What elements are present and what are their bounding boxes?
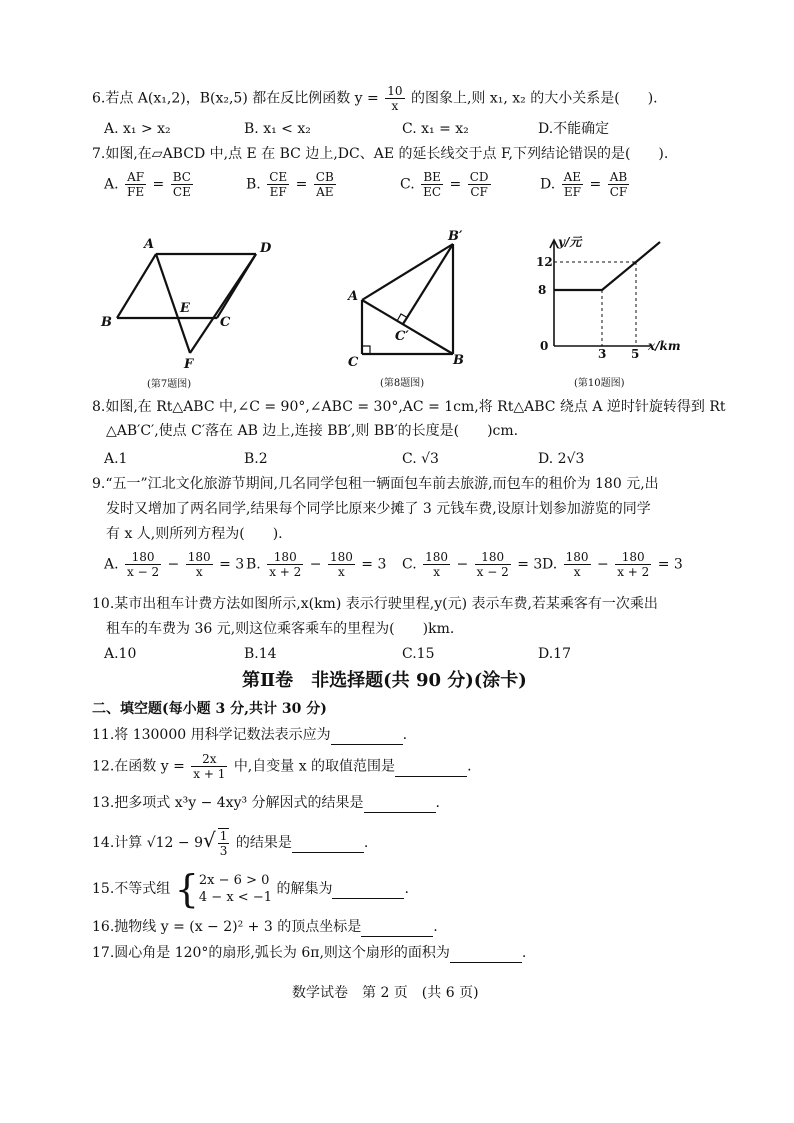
fig8-label-c: C (348, 355, 359, 370)
fig10-caption: (第10题图) (574, 378, 625, 389)
q11-answer-blank[interactable] (331, 726, 403, 745)
q10-option-a[interactable]: A.10 (104, 646, 137, 662)
q9-option-d[interactable]: D. $\frac{180}{x}$ − $\frac{180}{x + 2}$ = 3 (542, 550, 683, 579)
page-footer: 数学试卷 第 2 页 (共 6 页) (292, 985, 479, 1001)
q12: 12.在函数 y = $\frac{2x}{x + 1}$ 中,自变量 x 的取值范围是 . (92, 752, 472, 781)
q9-line2: 发时又增加了两名同学,结果每个同学比原来少摊了 3 元钱车费,设原计划参加游览的同学 (106, 501, 651, 517)
q16-answer-blank[interactable] (361, 918, 433, 937)
fig10-xtick-5: 5 (631, 347, 640, 361)
q7-option-a[interactable]: A. $\frac{AF}{FE}$ = $\frac{BC}{CE}$ (104, 170, 191, 199)
q8-option-d[interactable]: D. 2√3 (538, 451, 585, 467)
q8-option-a[interactable]: A.1 (104, 451, 128, 467)
fig7-label-a: A (144, 237, 155, 252)
q14-answer-blank[interactable] (292, 834, 364, 853)
q8-line2: △AB′C′,使点 C′落在 AB 边上,连接 BB′,则 BB′的长度是( )cm. (106, 423, 519, 439)
fig8-label-b: B (453, 353, 464, 368)
fig10-ytick-12: 12 (536, 255, 553, 269)
fig7-label-f: F (184, 357, 194, 372)
fig8-label-cprime: C′ (395, 329, 409, 344)
figure-8 (340, 228, 480, 393)
fig7-caption: (第7题图) (147, 379, 192, 390)
q6-option-c[interactable]: C. x₁ = x₂ (402, 121, 469, 137)
fig8-label-a: A (348, 289, 359, 304)
figure-10 (530, 228, 690, 393)
q10-option-c[interactable]: C.15 (402, 646, 435, 662)
q15-ineq-1: 2x − 6 > 0 (198, 873, 270, 888)
q10-line2: 租车的车费为 36 元,则这位乘客乘车的里程为( )km. (106, 621, 455, 637)
q15-answer-blank[interactable] (332, 880, 404, 899)
q14: 14.计算 √12 − 9√ $\frac{1}{3}$ 的结果是 . (92, 828, 369, 858)
q8-line1: 8.如图,在 Rt△ABC 中,∠C = 90°,∠ABC = 30°,AC = 1cm,将 Rt△ABC 绕点 A 逆时针旋转得到 Rt (92, 399, 726, 415)
q10-line1: 10.某市出租车计费方法如图所示,x(km) 表示行驶里程,y(元) 表示车费,若某乘客有一次乘出 (92, 596, 658, 612)
q13: 13.把多项式 x³y − 4xy³ 分解因式的结果是 . (92, 795, 440, 811)
q6-stem: 6.若点 A(x₁,2)，B(x₂,5) 都在反比例函数 y = $\frac{10}{x}$ 的图象上,则 x₁, x₂ 的大小关系是( ). (92, 84, 658, 113)
fig7-label-b: B (101, 315, 112, 330)
q12-answer-blank[interactable] (395, 758, 467, 777)
q7-option-b[interactable]: B. $\frac{CE}{EF}$ = $\frac{CB}{AE}$ (246, 170, 334, 199)
fill-blank-heading: 二、填空题(每小题 3 分,共计 30 分) (92, 701, 327, 717)
q8-option-c[interactable]: C. √3 (402, 451, 439, 467)
fig8-label-bprime: B′ (448, 229, 463, 244)
q8-option-b[interactable]: B.2 (244, 451, 268, 467)
section-2-title: 第Ⅱ卷 非选择题(共 90 分)(涂卡) (242, 670, 527, 691)
q17: 17.圆心角是 120°的扇形,弧长为 6π,则这个扇形的面积为 . (92, 945, 527, 961)
fig7-label-d: D (260, 241, 272, 256)
figure-7 (90, 230, 290, 395)
q9-option-a[interactable]: A. $\frac{180}{x - 2}$ − $\frac{180}{x}$ = 3 (104, 550, 245, 579)
q6-option-a[interactable]: A. x₁ > x₂ (104, 121, 171, 137)
fig10-xtick-3: 3 (598, 347, 607, 361)
q6-option-d[interactable]: D.不能确定 (538, 121, 610, 137)
q10-option-d[interactable]: D.17 (538, 646, 571, 662)
q16: 16.抛物线 y = (x − 2)² + 3 的顶点坐标是 . (92, 919, 438, 935)
q6-option-b[interactable]: B. x₁ < x₂ (244, 121, 311, 137)
q15-ineq-2: 4 − x < −1 (198, 890, 272, 905)
q13-answer-blank[interactable] (364, 794, 436, 813)
q11: 11.将 130000 用科学记数法表示应为 . (92, 727, 408, 743)
q7-option-d[interactable]: D. $\frac{AE}{EF}$ = $\frac{AB}{CF}$ (540, 170, 628, 199)
q6-fraction: $\frac{10}{x}$ (387, 84, 403, 113)
fig7-label-e: E (180, 301, 190, 316)
fig10-origin: 0 (540, 339, 549, 353)
q9-option-b[interactable]: B. $\frac{180}{x + 2}$ − $\frac{180}{x}$ = 3 (246, 550, 387, 579)
q9-line1: 9.“五一”江北文化旅游节期间,几名同学包租一辆面包车前去旅游,而包车的租价为 180 元,出 (92, 476, 659, 492)
q17-answer-blank[interactable] (450, 944, 522, 963)
q7-stem: 7.如图,在▱ABCD 中,点 E 在 BC 边上,DC、AE 的延长线交于点 F,下列结论错误的是( ). (92, 146, 669, 162)
q15: 15.不等式组 { 2x − 6 > 0 4 − x < −1 的解集为 . (92, 867, 409, 911)
q7-option-c[interactable]: C. $\frac{BE}{EC}$ = $\frac{CD}{CF}$ (400, 170, 489, 199)
q10-option-b[interactable]: B.14 (244, 646, 277, 662)
fig10-ylabel: y/元 (558, 235, 582, 249)
fig8-caption: (第8题图) (380, 378, 425, 389)
fig10-ytick-8: 8 (538, 283, 547, 297)
q9-option-c[interactable]: C. $\frac{180}{x}$ − $\frac{180}{x - 2}$ = 3 (402, 550, 543, 579)
fig10-xlabel: x/km (648, 339, 681, 353)
fig7-label-c: C (220, 315, 231, 330)
q9-line3: 有 x 人,则所列方程为( ). (106, 526, 283, 542)
